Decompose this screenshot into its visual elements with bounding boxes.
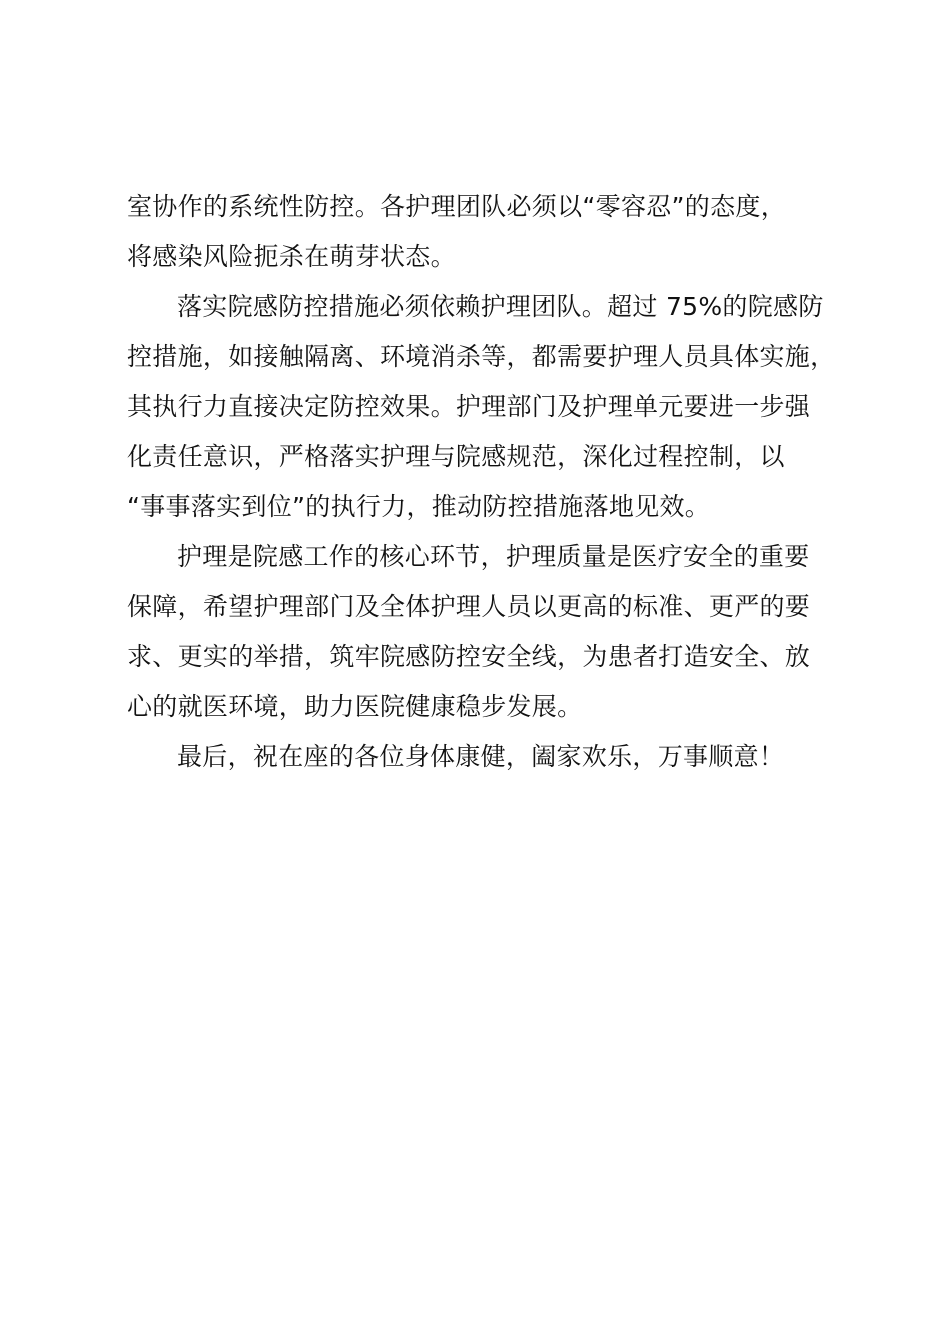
paragraph-line: 控措施，如接触隔离、环境消杀等，都需要护理人员具体实施，	[127, 342, 836, 371]
paragraph	[127, 182, 857, 282]
paragraph-line: 化责任意识，严格落实护理与院感规范，深化过程控制，以	[127, 442, 785, 471]
paragraph-line: 室协作的系统性防控。各护理团队必须以“零容忍”的态度，	[127, 192, 787, 221]
paragraph	[127, 532, 857, 732]
paragraph-line: 其执行力直接决定防控效果。护理部门及护理单元要进一步强	[127, 392, 811, 421]
paragraph-line: “事事落实到位”的执行力，推动防控措施落地见效。	[127, 492, 711, 521]
document-body	[127, 182, 857, 782]
paragraph-line: 将感染风险扼杀在萌芽状态。	[127, 242, 456, 271]
paragraph	[127, 282, 857, 532]
paragraph	[127, 732, 857, 782]
paragraph-line: 心的就医环境，助力医院健康稳步发展。	[127, 692, 583, 721]
paragraph-line: 保障，希望护理部门及全体护理人员以更高的标准、更严的要	[127, 592, 811, 621]
paragraph-line: 最后，祝在座的各位身体康健，阖家欢乐，万事顺意！	[177, 742, 785, 771]
paragraph-line: 护理是院感工作的核心环节，护理质量是医疗安全的重要	[177, 542, 810, 571]
paragraph-line: 落实院感防控措施必须依赖护理团队。超过 75%的院感防	[177, 292, 824, 321]
paragraph-line: 求、更实的举措，筑牢院感防控安全线，为患者打造安全、放	[127, 642, 811, 671]
